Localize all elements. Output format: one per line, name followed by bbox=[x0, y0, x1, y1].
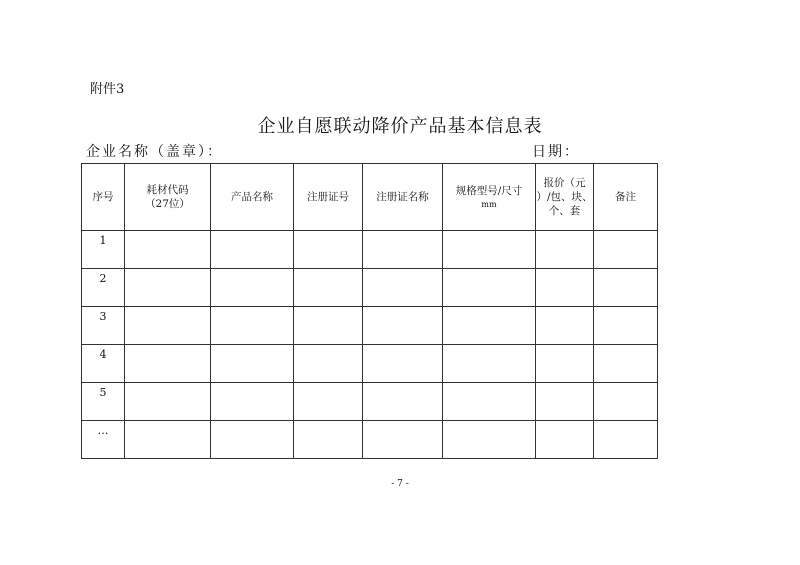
table-row bbox=[82, 231, 658, 269]
table-cell bbox=[125, 345, 211, 383]
table-header-row bbox=[82, 164, 658, 231]
table-cell bbox=[125, 383, 211, 421]
table-cell bbox=[536, 383, 594, 421]
table-row bbox=[82, 269, 658, 307]
table-cell bbox=[211, 421, 294, 459]
table-cell bbox=[125, 307, 211, 345]
table-row bbox=[82, 345, 658, 383]
table-cell bbox=[443, 383, 536, 421]
page-number: - 7 - bbox=[391, 479, 409, 489]
header-spec-size: 规格型号/尺寸 mm bbox=[443, 164, 536, 231]
table-cell bbox=[363, 345, 443, 383]
table-cell bbox=[211, 345, 294, 383]
table-cell bbox=[536, 421, 594, 459]
table-cell bbox=[211, 231, 294, 269]
table-row bbox=[82, 307, 658, 345]
table-cell bbox=[594, 231, 658, 269]
table-cell bbox=[125, 269, 211, 307]
date-label: 日期： bbox=[532, 144, 580, 160]
header-registration-number: 注册证号 bbox=[294, 164, 363, 231]
header-remarks: 备注 bbox=[594, 164, 658, 231]
table-cell bbox=[594, 383, 658, 421]
table-cell bbox=[443, 307, 536, 345]
row-seq: 2 bbox=[82, 269, 125, 307]
table-cell bbox=[294, 383, 363, 421]
table-cell bbox=[294, 269, 363, 307]
table-cell bbox=[594, 307, 658, 345]
header-registration-name: 注册证名称 bbox=[363, 164, 443, 231]
header-seq: 序号 bbox=[82, 164, 125, 231]
row-seq: 1 bbox=[82, 231, 125, 269]
table-cell bbox=[443, 231, 536, 269]
row-seq: 3 bbox=[82, 307, 125, 345]
document-title: 企业自愿联动降价产品基本信息表 bbox=[257, 116, 543, 137]
header-product-name: 产品名称 bbox=[211, 164, 294, 231]
table-row bbox=[82, 421, 658, 459]
header-consumable-code: 耗材代码 （27位） bbox=[125, 164, 211, 231]
table-cell bbox=[443, 421, 536, 459]
table-cell bbox=[536, 231, 594, 269]
company-name-label: 企业名称（盖章）： bbox=[86, 144, 223, 160]
table-cell bbox=[536, 345, 594, 383]
table-cell bbox=[594, 421, 658, 459]
table-cell bbox=[211, 269, 294, 307]
table-cell bbox=[363, 231, 443, 269]
row-seq: 5 bbox=[82, 383, 125, 421]
table-cell bbox=[536, 307, 594, 345]
attachment-label: 附件3 bbox=[90, 82, 125, 97]
product-info-table bbox=[81, 163, 658, 459]
table-cell bbox=[211, 383, 294, 421]
table-row bbox=[82, 383, 658, 421]
table-cell bbox=[211, 307, 294, 345]
table-cell bbox=[594, 269, 658, 307]
table-cell bbox=[536, 269, 594, 307]
table-cell bbox=[363, 307, 443, 345]
row-seq: … bbox=[82, 421, 125, 459]
table-cell bbox=[294, 345, 363, 383]
table-cell bbox=[363, 383, 443, 421]
header-price: 报价（元 ）/包、块、 个、套 bbox=[536, 164, 594, 231]
table-cell bbox=[363, 269, 443, 307]
table-cell bbox=[594, 345, 658, 383]
table-cell bbox=[294, 307, 363, 345]
table-cell bbox=[363, 421, 443, 459]
table-cell bbox=[125, 421, 211, 459]
table-cell bbox=[443, 345, 536, 383]
row-seq: 4 bbox=[82, 345, 125, 383]
table-cell bbox=[294, 421, 363, 459]
table-cell bbox=[443, 269, 536, 307]
header-spec-unit: mm bbox=[481, 200, 497, 209]
table-cell bbox=[125, 231, 211, 269]
table-cell bbox=[294, 231, 363, 269]
